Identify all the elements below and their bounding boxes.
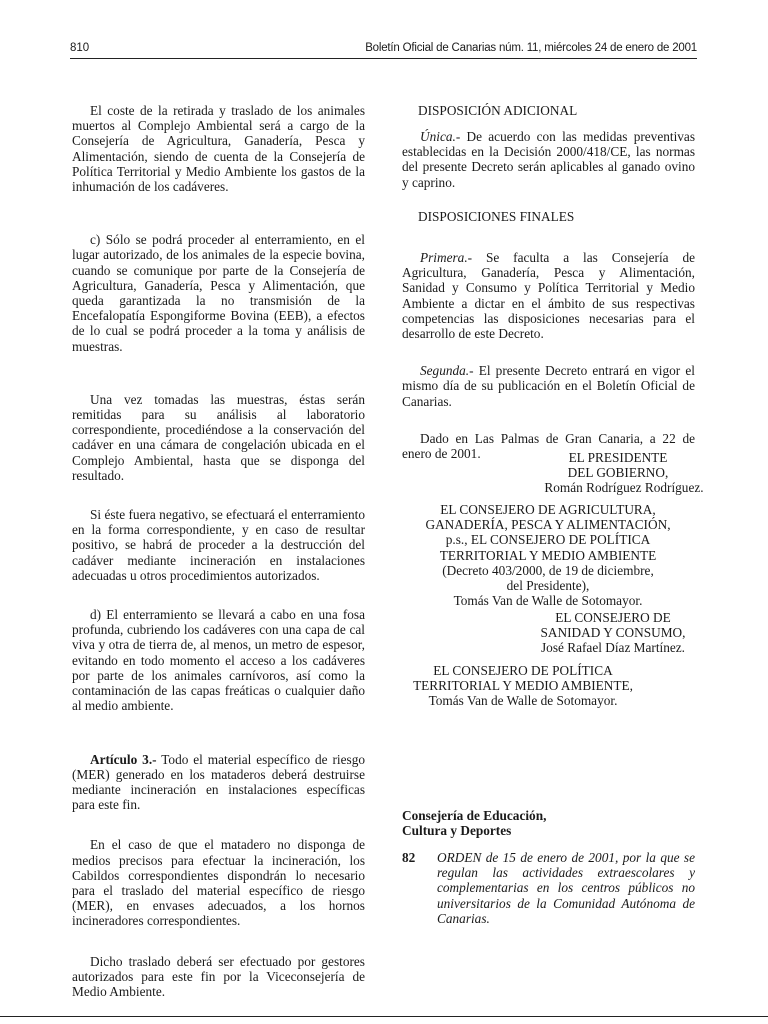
paragraph-matadero: En el caso de que el matadero no disponga de medios precisos para efectuar la incineración, los Cabildos correspondientes dispondrán lo necesario para el traslado del material específico de riesgo (MER), en envases adecuados, a los hornos incineradores correspondientes. bbox=[72, 837, 365, 929]
signature-line: EL PRESIDENTE bbox=[568, 450, 668, 465]
signature-sanidad bbox=[528, 610, 698, 656]
segunda-text: El presente Decreto entrará en vigor el mismo día de su publicación en el Boletín Oficial de Canarias. bbox=[402, 363, 695, 409]
paragraph-coste: El coste de la retirada y traslado de los animales muertos al Complejo Ambiental será a cargo de la Consejería de Agricultura, Ganadería, Pesca y Alimentación, siendo de cuenta de la Consejería de Política Territorial y Medio Ambiente los gastos de la inhumación de los cadáveres. bbox=[72, 103, 365, 195]
left-column bbox=[72, 103, 365, 999]
primera-text: Se faculta a las Consejería de Agricultura, Ganadería, Pesca y Alimentación, Sanidad y Consumo y Política Territorial y Medio Ambiente a dictar en el ámbito de sus respectivas competencias las disposiciones necesarias para el desarrollo de este Decreto. bbox=[402, 250, 695, 342]
heading-disposiciones-finales: DISPOSICIONES FINALES bbox=[418, 209, 575, 224]
signature-line: p.s., EL CONSEJERO DE POLÍTICA bbox=[445, 532, 651, 548]
signature-line: EL CONSEJERO DE POLÍTICA bbox=[433, 663, 613, 678]
section-line: Consejería de Educación, bbox=[402, 808, 547, 823]
signature-line: EL CONSEJERO DE AGRICULTURA, bbox=[440, 502, 656, 517]
signature-line: DEL GOBIERNO, bbox=[567, 465, 669, 481]
paragraph-enterramiento-d: d) El enterramiento se llevará a cabo en una fosa profunda, cubriendo los cadáveres con una capa de cal viva y otra de tierra de, al menos, un metro de espesor, evitando en todo momento el acceso a los cadáveres por parte de los animales carnívoros, así como la contaminación de las capas freáticas o cualquier daño al medio ambiente. bbox=[72, 607, 365, 714]
paragraph-traslado: Dicho traslado deberá ser efectuado por gestores autorizados para este fin por la Viceconsejería de Medio Ambiente. bbox=[72, 953, 365, 999]
signature-politica bbox=[398, 663, 648, 709]
publication-title: Boletín Oficial de Canarias núm. 11, miércoles 24 de enero de 2001 bbox=[365, 42, 697, 54]
segunda-label: Segunda.- bbox=[420, 363, 474, 379]
signature-line: del Presidente), bbox=[506, 578, 590, 594]
articulo-3-text: Todo el material específico de riesgo (MER) generado en los mataderos deberá destruirse mediante incineración en instalaciones específicas para este fin. bbox=[72, 751, 365, 813]
primera-label: Primera.- bbox=[420, 250, 473, 265]
header-rule bbox=[70, 58, 697, 59]
unica-text: De acuerdo con las medidas preventivas establecidas en la Decisión 2000/418/CE, las normas del presente Decreto serán aplicables al ganado ovino y caprino. bbox=[402, 129, 695, 190]
signature-name: Román Rodríguez Rodríguez. bbox=[544, 480, 704, 496]
footer-rule bbox=[0, 1016, 768, 1017]
signature-line: SANIDAD Y CONSUMO, bbox=[540, 625, 686, 641]
signature-name: Tomás Van de Walle de Sotomayor. bbox=[453, 593, 643, 609]
articulo-3-label: Artículo 3.- bbox=[90, 751, 157, 767]
paragraph-segunda bbox=[402, 363, 695, 409]
paragraph-enterramiento-c: c) Sólo se podrá proceder al enterramiento, en el lugar autorizado, de los animales de la especie bovina, cuando se comunique por parte de la Consejería de Agricultura, Ganadería, Pesca y Alimentación, que queda garantizada la no transmisión de la Encefalopatía Espongiforme Bovina (EEB), a efectos de lo cual se podrá proceder a la toma y análisis de muestras. bbox=[72, 232, 365, 354]
paragraph-unica bbox=[402, 129, 695, 190]
signature-line: EL CONSEJERO DE bbox=[555, 610, 671, 625]
signature-line: (Decreto 403/2000, de 19 de diciembre, bbox=[442, 562, 654, 578]
paragraph-dado: Dado en Las Palmas de Gran Canaria, a 22 de enero de 2001. bbox=[402, 430, 695, 462]
heading-disposicion-adicional: DISPOSICIÓN ADICIONAL bbox=[418, 103, 578, 118]
signature-line: TERRITORIAL Y MEDIO AMBIENTE bbox=[439, 547, 657, 563]
signature-line: GANADERÍA, PESCA Y ALIMENTACIÓN, bbox=[425, 517, 671, 533]
page-number: 810 bbox=[70, 42, 90, 54]
section-line: Cultura y Deportes bbox=[402, 823, 512, 839]
paragraph-negativo: Si éste fuera negativo, se efectuará el enterramiento en la forma correspondiente, y en caso de resultar positivo, se habrá de proceder a la destrucción del cadáver mediante incineración en instalaciones adecuadas u otros procedimientos autorizados. bbox=[72, 507, 365, 583]
signature-name: Tomás Van de Walle de Sotomayor. bbox=[428, 693, 618, 709]
paragraph-muestras: Una vez tomadas las muestras, éstas serán remitidas para su análisis al laboratorio correspondiente, procediéndose a la conservación del cadáver en una cámara de congelación ubicada en el Complejo Ambiental, hasta que se disponga del resultado. bbox=[72, 391, 365, 483]
finales-block bbox=[402, 250, 695, 461]
signature-name: José Rafael Díaz Martínez. bbox=[541, 640, 685, 656]
paragraph-articulo-3 bbox=[72, 752, 365, 813]
adicional-block bbox=[402, 129, 695, 190]
signature-agricultura bbox=[398, 502, 698, 608]
signature-presidente bbox=[528, 450, 708, 496]
paragraph-primera bbox=[402, 250, 695, 341]
order-title: ORDEN de 15 de enero de 2001, por la que se regulan las actividades extraescolares y complementarias en los centros públicos no universitarios de la Comunidad Autónoma de Canarias. bbox=[437, 850, 695, 926]
page-header bbox=[70, 40, 697, 58]
order-number: 82 bbox=[402, 850, 416, 865]
section-heading bbox=[402, 808, 546, 838]
unica-label: Única.- bbox=[420, 129, 461, 144]
signature-line: TERRITORIAL Y MEDIO AMBIENTE, bbox=[413, 678, 633, 694]
